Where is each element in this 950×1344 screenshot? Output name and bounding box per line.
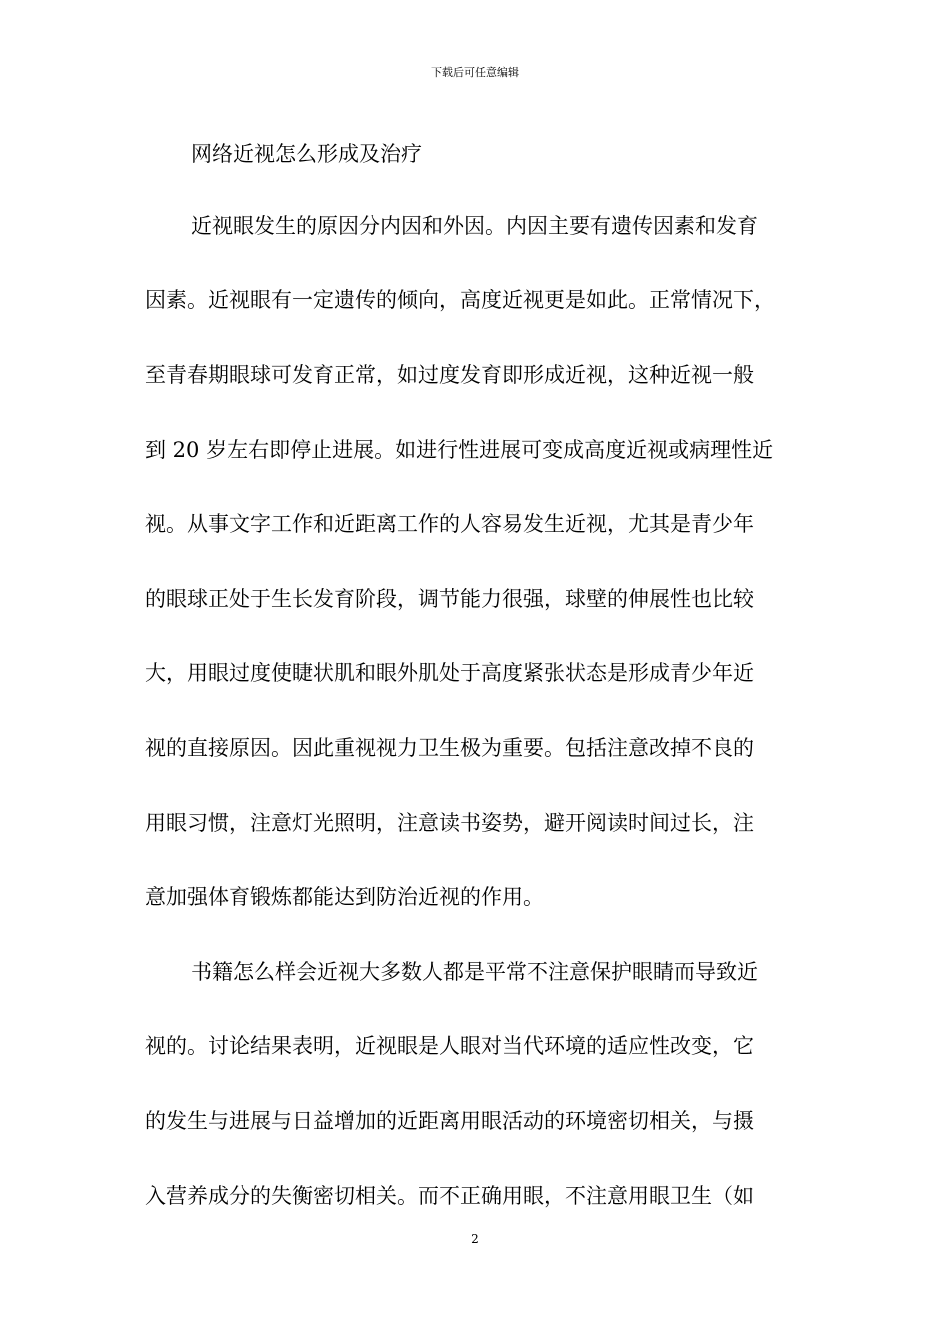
paragraph-line: 视的。讨论结果表明，近视眼是人眼对当代环境的适应性改变，它 [145, 1034, 754, 1058]
paragraph-line: 意加强体育锻炼都能达到防治近视的作用。 [145, 885, 544, 909]
paragraph-line: 入营养成分的失衡密切相关。而不正确用眼，不注意用眼卫生（如 [145, 1184, 754, 1208]
paragraph-line: 的发生与进展与日益增加的近距离用眼活动的环境密切相关，与摄 [145, 1109, 754, 1133]
paragraph-line: 到 20 岁左右即停止进展。如进行性进展可变成高度近视或病理性近 [145, 438, 774, 462]
paragraph-line: 书籍怎么样会近视大多数人都是平常不注意保护眼睛而导致近 [191, 960, 758, 984]
document-title: 网络近视怎么形成及治疗 [191, 142, 422, 166]
paragraph-line: 近视眼发生的原因分内因和外因。内因主要有遗传因素和发育 [191, 214, 758, 238]
paragraph-line: 的眼球正处于生长发育阶段，调节能力很强，球壁的伸展性也比较 [145, 587, 754, 611]
page-header: 下载后可任意编辑 [431, 66, 519, 79]
paragraph-line: 视。从事文字工作和近距离工作的人容易发生近视，尤其是青少年 [145, 512, 754, 536]
paragraph-line: 因素。近视眼有一定遗传的倾向，高度近视更是如此。正常情况下， [145, 288, 775, 312]
paragraph-line: 用眼习惯，注意灯光照明，注意读书姿势，避开阅读时间过长，注 [145, 811, 754, 835]
paragraph-line: 大，用眼过度使睫状肌和眼外肌处于高度紧张状态是形成青少年近 [145, 661, 754, 685]
page-number: 2 [471, 1232, 479, 1246]
paragraph-line: 视的直接原因。因此重视视力卫生极为重要。包括注意改掉不良的 [145, 736, 754, 760]
paragraph-line: 至青春期眼球可发育正常，如过度发育即形成近视，这种近视一般 [145, 363, 754, 387]
